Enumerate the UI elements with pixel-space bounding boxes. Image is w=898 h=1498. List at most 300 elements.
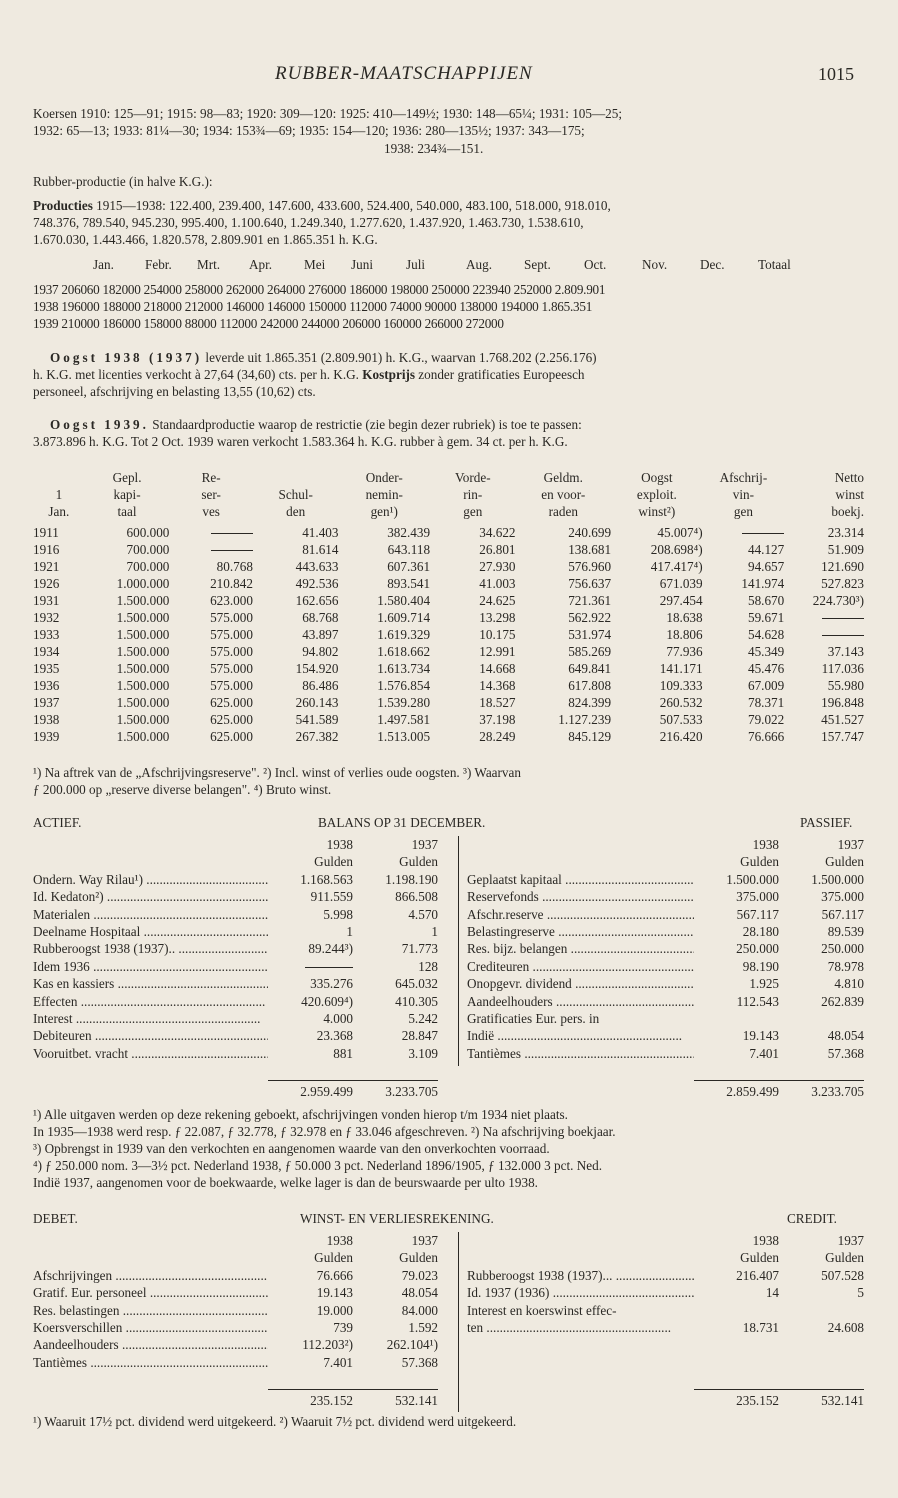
fin-total: 235.152 [268,1389,353,1409]
history-cell: 68.768 [302,610,339,625]
fin-row [33,1045,438,1062]
history-cell: 1.500.000 [116,593,170,608]
gap-cell [467,1371,864,1389]
history-cell: 157.747 [821,729,864,744]
balans-footnote: ¹) Alle uitgaven werden op deze rekening geboekt, afschrijvingen vonden hierop t/m 1934 niet plaats. [33,1107,568,1122]
koersen-line: Koersen 1910: 125—91; 1915: 98—83; 1920: 309—120: 1925: 410—149½; 1930: 148—65¼; 1931: 105—25; [33,106,623,121]
history-cell: 18.638 [666,610,703,625]
fin-label [467,923,694,940]
oogst1938-line [33,367,585,383]
blank-cell [467,1389,694,1409]
fin-value: 567.117 [821,906,864,922]
blank-cell [33,1080,268,1100]
history-row [33,728,864,745]
fin-value: 7.401 [749,1045,779,1061]
fin-label-text: Res. bijz. belangen ..... [467,941,694,956]
history-cell: 575.000 [210,610,253,625]
history-row [33,694,864,711]
fin-label [467,906,694,923]
fin-label [33,1319,268,1336]
fin-label-text: Aandeelhouders ..... [467,994,694,1009]
history-cell: 14.668 [479,661,516,676]
history-cell [169,524,253,541]
fin-total: 3.233.705 [353,1080,438,1100]
actief-label: ACTIEF. [33,815,82,830]
history-cell: 1.500.000 [116,678,170,693]
history-header-cell: 1 [55,487,63,502]
fin-label-text: Gratificaties Eur. pers. in [467,1011,600,1027]
history-header-row [33,503,864,520]
fin-row [467,940,864,957]
wv-divider [458,1232,459,1412]
fin-total: 532.141 [353,1389,438,1409]
history-cell: 18.806 [666,627,703,642]
fin-row [33,993,438,1010]
fin-total-row [467,1080,864,1100]
fin-label [33,871,268,888]
fin-label [33,1027,268,1044]
history-cell: 1.539.280 [377,695,431,710]
year-header: 1938 [326,837,353,852]
history-row [33,592,864,609]
history-cell: 14.368 [479,678,516,693]
fin-value: 128 [418,958,438,974]
fin-row [33,958,438,975]
blank-cell [467,1249,694,1266]
fin-label-text: Res. belastingen ..... [33,1303,268,1318]
fin-row [33,1010,438,1027]
balans-footnote: ⁴) ƒ 250.000 nom. 3—3½ pct. Nederland 1938, ƒ 50.000 3 pct. Nederland 1896/1905, ƒ 132.000 3 pct. Ned. [33,1158,603,1173]
history-cell: 109.333 [659,678,703,693]
month-header: Juli [406,257,426,272]
fin-value: 262.839 [821,993,864,1009]
dash-mark [211,533,253,534]
fin-label [33,1010,268,1027]
history-cell: 210.842 [210,576,253,591]
fin-row [33,975,438,992]
unit-header-row [33,1249,438,1266]
history-cell: 208.698⁴) [650,542,703,557]
history-cell: 34.622 [479,525,516,540]
history-cell: 54.628 [747,627,785,642]
fin-value: 14 [765,1285,779,1301]
history-cell: 297.454 [659,593,703,608]
history-cell: 1.497.581 [377,712,431,727]
fin-label-text: ten ..... [467,1320,671,1335]
fin-row [467,1045,864,1062]
credit-table [467,1232,864,1409]
fin-total: 235.152 [694,1389,779,1409]
fin-value: 335.276 [310,976,353,992]
history-cell: 45.349 [747,644,785,659]
oogst1938-text: h. K.G. met licenties verkocht à 27,64 (34,60) cts. per h. K.G. [33,367,363,382]
history-cell: 492.536 [295,576,339,591]
fin-total: 2.859.499 [694,1080,779,1100]
fin-total-row [467,1389,864,1409]
history-cell: 507.533 [659,712,703,727]
history-cell: 625.000 [210,712,253,727]
year-header: 1938 [752,837,779,852]
history-year: 1936 [33,678,60,693]
history-cell: 600.000 [126,525,170,540]
history-header-cell: winst [835,487,864,502]
history-cell: 531.974 [568,627,612,642]
fin-row [33,888,438,905]
unit-header: Gulden [740,854,779,870]
fin-label [33,888,268,905]
fin-label-text: Crediteuren ..... [467,959,694,974]
fin-label [467,975,694,992]
history-cell: 575.000 [210,644,253,659]
history-year: 1911 [33,525,59,540]
productie-text: 1915—1938: 122.400, 239.400, 147.600, 433.600, 524.400, 540.000, 483.100, 518.000, 918.010, [92,198,611,213]
dash-mark [822,618,864,619]
fin-label [33,1267,268,1284]
fin-row [33,1302,438,1319]
history-header-cell: gen [463,504,483,519]
history-row [33,558,864,575]
fin-label-text: Materialen ..... [33,907,268,922]
history-year: 1926 [33,576,60,591]
unit-header-row [467,1249,864,1266]
month-header: Aug. [466,257,493,272]
fin-value: 645.032 [395,976,438,992]
balans-title: BALANS OP 31 DECEMBER. [318,815,486,830]
fin-value: 4.570 [408,906,438,922]
fin-label-text: Aandeelhouders ..... [33,1337,268,1352]
fin-gap [467,1336,864,1353]
fin-value: 375.000 [736,889,779,905]
history-header-cell: Oogst [641,470,673,485]
fin-label-text: Tantièmes ..... [467,1046,694,1061]
history-cell: 79.022 [747,712,785,727]
history-header-cell: Onder- [365,470,403,485]
dash-mark [822,635,864,636]
fin-value: 71.773 [401,941,438,957]
history-cell: 576.960 [568,559,612,574]
fin-value: 57.368 [401,1354,438,1370]
page-number: 1015 [818,64,854,84]
fin-value: 89.244³) [308,941,353,957]
history-year: 1916 [33,542,60,557]
history-cell: 41.403 [302,525,339,540]
oogst1938-line: personeel, afschrijving en belasting 13,55 (10,62) cts. [33,384,316,399]
history-cell: 1.609.714 [377,610,431,625]
history-year: 1934 [33,644,60,659]
history-cell: 12.991 [479,644,516,659]
fin-label [33,1284,268,1301]
fin-value: 112.203²) [302,1337,353,1353]
history-cell: 562.922 [568,610,612,625]
history-header-cell: den [286,504,306,519]
fin-label-text: Ondern. Way Rilau¹) ..... [33,872,268,887]
history-header-cell: Re- [201,470,221,485]
fin-value: 79.023 [401,1267,438,1283]
history-cell: 625.000 [210,695,253,710]
history-year: 1939 [33,729,60,744]
history-header-cell: en voor- [541,487,586,502]
history-cell: 1.619.329 [377,627,431,642]
oogst1939-text: Standaardproductie waarop de restrictie (zie begin dezer rubriek) is toe te passen: [148,417,582,432]
history-cell: 643.118 [387,542,431,557]
history-header-cell: Netto [834,470,864,485]
fin-label-text: Deelname Hospitaal ..... [33,924,268,939]
history-header-cell: winst²) [638,504,676,519]
wv-footnote: ¹) Waaruit 17½ pct. dividend werd uitgekeerd. ²) Waaruit 7½ pct. dividend werd uitgekeerd. [33,1414,517,1429]
history-header-cell: raden [548,504,578,519]
history-header-cell [33,469,85,486]
history-footnote: ¹) Na aftrek van de „Afschrijvingsreserve". ²) Incl. winst of verlies oude oogsten. ³) Waarvan [33,765,521,780]
month-header: Totaal [758,257,791,272]
fin-label [467,1027,694,1044]
fin-label-text: Kas en kassiers ..... [33,976,268,991]
productie-heading: Rubber-productie (in halve K.G.): [33,174,213,189]
fin-value: 567.117 [736,906,779,922]
history-row [33,575,864,592]
history-cell: 1.500.000 [116,729,170,744]
oogst1938-text: zonder gratificaties Europeesch [415,367,585,382]
history-cell: 77.936 [666,644,703,659]
year-header: 1938 [752,1233,779,1248]
fin-total: 2.959.499 [268,1080,353,1100]
year-header: 1937 [837,837,864,852]
fin-row [33,923,438,940]
fin-value: 881 [333,1045,353,1061]
fin-value: 1 [346,924,353,940]
history-cell: 607.361 [387,559,431,574]
fin-value: 76.666 [316,1267,353,1283]
history-header-row [33,486,864,503]
fin-value: 28.847 [401,1028,438,1044]
fin-label [33,993,268,1010]
unit-header: Gulden [399,1250,438,1266]
fin-value: 112.543 [736,993,779,1009]
history-header-cell: gen¹) [370,504,398,519]
history-header-cell: Schul- [278,487,313,502]
history-cell: 45.007⁴) [657,525,703,540]
fin-value: 250.000 [821,941,864,957]
fin-label-text: Rubberoogst 1938 (1937)... ..... [467,1268,694,1283]
fin-value: 375.000 [821,889,864,905]
history-header-cell: rin- [463,487,483,502]
history-cell: 845.129 [568,729,612,744]
history-cell: 617.808 [568,678,612,693]
fin-label [467,993,694,1010]
fin-row [33,871,438,888]
debet-label: DEBET. [33,1211,78,1226]
month-header: Jan. [93,257,114,272]
passief-label: PASSIEF. [800,815,853,830]
fin-label-text: Afschr.reserve ..... [467,907,694,922]
blank-cell [467,853,694,870]
history-cell: 1.500.000 [116,627,170,642]
fin-value: 19.143 [316,1285,353,1301]
actief-table [33,836,438,1100]
fin-value: 5.998 [323,906,353,922]
history-header-cell: exploit. [636,487,677,502]
history-cell: 1.500.000 [116,712,170,727]
history-cell: 86.486 [302,678,339,693]
fin-value: 89.539 [827,924,864,940]
unit-header: Gulden [825,1250,864,1266]
fin-label [33,975,268,992]
fin-label-text: Id. Kedaton²) ..... [33,889,268,904]
history-cell: 81.614 [302,542,339,557]
month-header: Apr. [249,257,273,272]
year-header: 1937 [411,1233,438,1248]
history-year: 1931 [33,593,60,608]
fin-value: 18.731 [742,1320,779,1336]
fin-row [467,1284,864,1301]
history-cell: 382.439 [387,525,431,540]
fin-value: 1.592 [408,1320,438,1336]
history-cell: 59.671 [747,610,785,625]
fin-label-text: Afschrijvingen ..... [33,1268,268,1283]
history-table [33,469,864,745]
fin-gap [33,1062,438,1080]
fin-row [467,975,864,992]
history-cell: 1.580.404 [377,593,431,608]
history-cell: 28.249 [479,729,516,744]
year-header: 1937 [411,837,438,852]
history-cell: 138.681 [568,542,612,557]
year-header: 1938 [326,1233,353,1248]
history-header-cell [253,469,339,486]
dash-mark [742,533,784,534]
year-header-row [33,836,438,853]
oogst1938-label: Oogst 1938 (1937) [50,350,203,365]
oogst1938-text: leverde uit 1.865.351 (2.809.901) h. K.G., waarvan 1.768.202 (2.256.176) [202,350,597,365]
history-cell: 23.314 [827,525,864,540]
fin-label-text: Koersverschillen ..... [33,1320,268,1335]
history-header-cell: ves [202,504,220,519]
fin-value: 1.500.000 [811,871,864,887]
history-row [33,609,864,626]
fin-value: 4.000 [323,1011,353,1027]
history-cell: 154.920 [295,661,339,676]
history-header-cell: Afschrij- [719,470,768,485]
history-cell: 26.801 [479,542,516,557]
fin-row [467,871,864,888]
fin-label [33,1354,268,1371]
history-cell: 1.500.000 [116,644,170,659]
fin-row [467,1027,864,1044]
year-header-row [33,1232,438,1249]
fin-value: 1.500.000 [726,871,779,887]
history-cell: 417.417⁴) [650,559,703,574]
fin-label [467,1045,694,1062]
fin-row [467,1267,864,1284]
history-header-cell: kapi- [113,487,141,502]
fin-row [467,993,864,1010]
balans-divider [458,836,459,1066]
blank-cell [33,836,268,853]
history-cell: 45.476 [747,661,785,676]
fin-value: 5 [857,1285,864,1301]
fin-label [467,871,694,888]
history-cell: 162.656 [295,593,339,608]
passief-table [467,836,864,1100]
fin-value: 1.925 [749,976,779,992]
fin-value: 57.368 [827,1045,864,1061]
fin-value: 1 [431,924,438,940]
fin-row [467,888,864,905]
history-cell: 721.361 [568,593,612,608]
productie-line: 1.670.030, 1.443.466, 1.820.578, 2.809.901 en 1.865.351 h. K.G. [33,232,378,247]
history-cell: 196.848 [821,695,864,710]
fin-label [467,1302,694,1319]
gap-cell [467,1354,864,1371]
history-cell: 94.657 [747,559,785,574]
history-cell: 18.527 [479,695,516,710]
history-cell: 80.768 [216,559,253,574]
history-cell: 575.000 [210,678,253,693]
month-header: Sept. [524,257,551,272]
fin-value: 507.528 [821,1267,864,1283]
month-header: Dec. [700,257,725,272]
fin-label-text: Idem 1936 ..... [33,959,268,974]
running-title: RUBBER-MAATSCHAPPIJEN [275,63,533,84]
history-footnote: ƒ 200.000 op „reserve diverse belangen". ⁴) Bruto winst. [33,782,332,797]
fin-value: 24.608 [827,1320,864,1336]
wv-title: WINST- EN VERLIESREKENING. [300,1211,494,1226]
history-cell: 240.699 [568,525,612,540]
history-header-cell: gen [733,504,753,519]
history-cell: 141.974 [741,576,785,591]
unit-header: Gulden [740,1250,779,1266]
history-cell: 649.841 [568,661,612,676]
history-cell: 55.980 [827,678,864,693]
history-header-cell: ser- [201,487,221,502]
fin-label [33,1336,268,1353]
history-header-row [33,469,864,486]
history-cell: 76.666 [747,729,785,744]
fin-value: 84.000 [401,1302,438,1318]
fin-row [33,1284,438,1301]
history-cell [169,541,253,558]
history-header-cell: Jan. [48,504,70,519]
gap-cell [467,1336,864,1353]
gap-cell [33,1371,438,1389]
history-cell: 671.039 [659,576,703,591]
blank-cell [33,1249,268,1266]
fin-label-text: Belastingreserve ..... [467,924,694,939]
fin-label-text: Rubberoogst 1938 (1937).. ..... [33,941,268,956]
fin-label-text: Interest en koerswinst effec- [467,1302,617,1318]
fin-value: 420.609⁴) [301,993,353,1009]
history-cell: 585.269 [568,644,612,659]
fin-value: 262.104¹) [386,1337,438,1353]
blank-cell [467,1080,694,1100]
history-cell: 121.690 [821,559,864,574]
koersen-line: 1932: 65—13; 1933: 81¼—30; 1934: 153¾—69; 1935: 154—120; 1936: 280—135½; 1937: 343—175; [33,123,585,138]
fin-value: 216.407 [736,1267,779,1283]
fin-label [33,1045,268,1062]
history-cell: 893.541 [387,576,431,591]
fin-value: 48.054 [827,1028,864,1044]
history-cell: 67.009 [747,678,785,693]
history-cell: 1.513.005 [377,729,431,744]
fin-row [33,1267,438,1284]
fin-value: 1.198.190 [385,871,438,887]
blank-cell [33,1232,268,1249]
unit-header-row [33,853,438,870]
history-cell: 1.500.000 [116,610,170,625]
month-header: Mei [304,257,326,272]
fin-value: 1.168.563 [300,871,353,887]
history-cell: 216.420 [659,729,703,744]
gap-cell [33,1062,438,1080]
